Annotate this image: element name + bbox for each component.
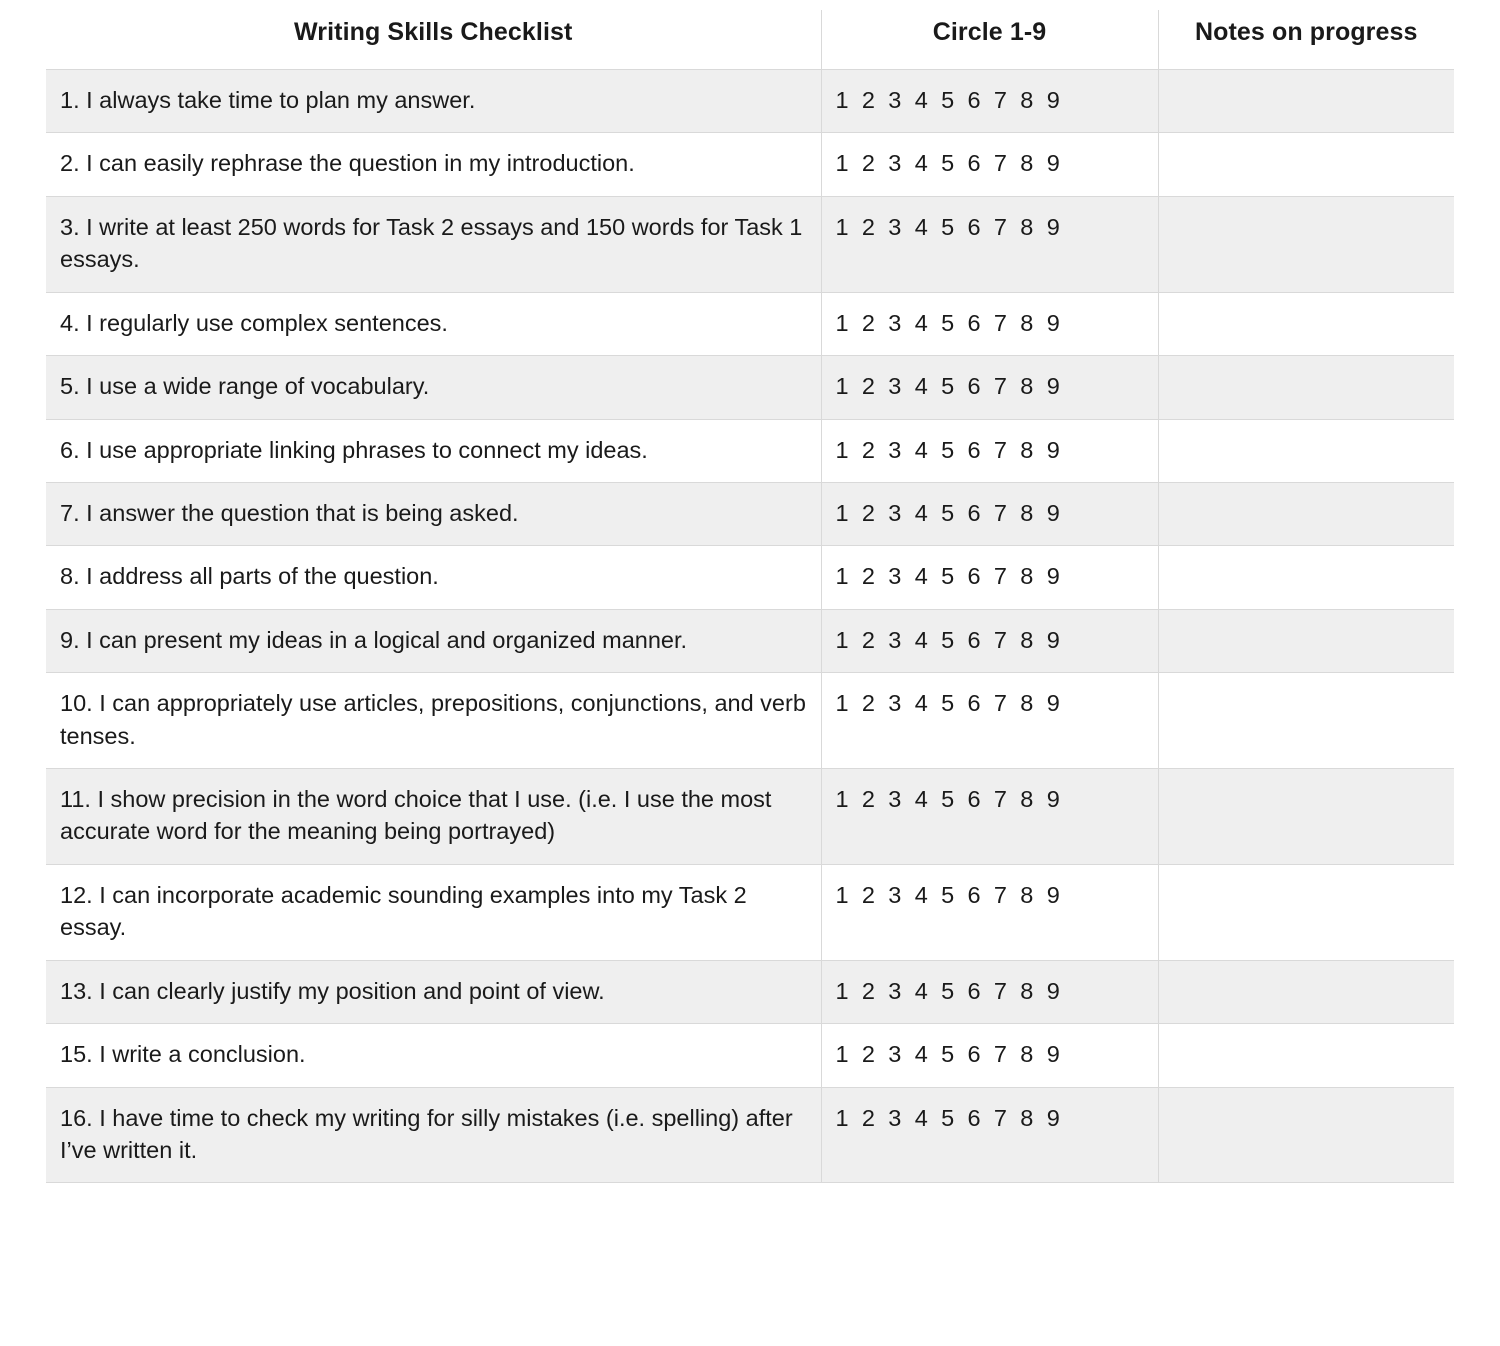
notes-field[interactable] [1158,196,1454,292]
skill-statement: 9. I can present my ideas in a logical and organized manner. [46,609,821,672]
rating-scale[interactable]: 1 2 3 4 5 6 7 8 9 [821,70,1158,133]
rating-scale[interactable]: 1 2 3 4 5 6 7 8 9 [821,960,1158,1023]
table-row [46,546,1454,609]
rating-scale[interactable]: 1 2 3 4 5 6 7 8 9 [821,864,1158,960]
rating-scale[interactable]: 1 2 3 4 5 6 7 8 9 [821,546,1158,609]
rating-scale[interactable]: 1 2 3 4 5 6 7 8 9 [821,133,1158,196]
notes-field[interactable] [1158,292,1454,355]
notes-field[interactable] [1158,673,1454,769]
notes-field[interactable] [1158,419,1454,482]
table-row [46,960,1454,1023]
skill-statement: 1. I always take time to plan my answer. [46,70,821,133]
header-row [46,10,1454,70]
table-row [46,1087,1454,1183]
skill-statement: 3. I write at least 250 words for Task 2 essays and 150 words for Task 1 essays. [46,196,821,292]
column-header-notes: Notes on progress [1158,10,1454,70]
skill-statement: 10. I can appropriately use articles, prepositions, conjunctions, and verb tenses. [46,673,821,769]
rating-scale[interactable]: 1 2 3 4 5 6 7 8 9 [821,356,1158,419]
rating-scale[interactable]: 1 2 3 4 5 6 7 8 9 [821,196,1158,292]
writing-skills-checklist-table [46,10,1454,1183]
table-body [46,70,1454,1183]
table-row [46,609,1454,672]
rating-scale[interactable]: 1 2 3 4 5 6 7 8 9 [821,482,1158,545]
skill-statement: 7. I answer the question that is being asked. [46,482,821,545]
rating-scale[interactable]: 1 2 3 4 5 6 7 8 9 [821,673,1158,769]
table-row [46,1024,1454,1087]
rating-scale[interactable]: 1 2 3 4 5 6 7 8 9 [821,292,1158,355]
skill-statement: 11. I show precision in the word choice that I use. (i.e. I use the most accurate word for the meaning being portrayed) [46,769,821,865]
skill-statement: 15. I write a conclusion. [46,1024,821,1087]
table-row [46,419,1454,482]
table-row [46,769,1454,865]
rating-scale[interactable]: 1 2 3 4 5 6 7 8 9 [821,769,1158,865]
rating-scale[interactable]: 1 2 3 4 5 6 7 8 9 [821,1024,1158,1087]
skill-statement: 13. I can clearly justify my position and point of view. [46,960,821,1023]
table-row [46,70,1454,133]
skill-statement: 4. I regularly use complex sentences. [46,292,821,355]
notes-field[interactable] [1158,960,1454,1023]
skill-statement: 8. I address all parts of the question. [46,546,821,609]
table-row [46,864,1454,960]
column-header-skill: Writing Skills Checklist [46,10,821,70]
notes-field[interactable] [1158,609,1454,672]
rating-scale[interactable]: 1 2 3 4 5 6 7 8 9 [821,1087,1158,1183]
skill-statement: 16. I have time to check my writing for silly mistakes (i.e. spelling) after I’ve written it. [46,1087,821,1183]
notes-field[interactable] [1158,546,1454,609]
rating-scale[interactable]: 1 2 3 4 5 6 7 8 9 [821,419,1158,482]
skill-statement: 6. I use appropriate linking phrases to connect my ideas. [46,419,821,482]
rating-scale[interactable]: 1 2 3 4 5 6 7 8 9 [821,609,1158,672]
skill-statement: 5. I use a wide range of vocabulary. [46,356,821,419]
notes-field[interactable] [1158,769,1454,865]
notes-field[interactable] [1158,1024,1454,1087]
notes-field[interactable] [1158,133,1454,196]
notes-field[interactable] [1158,482,1454,545]
column-header-scale: Circle 1-9 [821,10,1158,70]
table-row [46,292,1454,355]
notes-field[interactable] [1158,864,1454,960]
table-row [46,482,1454,545]
skill-statement: 2. I can easily rephrase the question in my introduction. [46,133,821,196]
notes-field[interactable] [1158,1087,1454,1183]
table-row [46,133,1454,196]
table-header [46,10,1454,70]
skill-statement: 12. I can incorporate academic sounding examples into my Task 2 essay. [46,864,821,960]
notes-field[interactable] [1158,70,1454,133]
table-row [46,356,1454,419]
table-row [46,196,1454,292]
table-row [46,673,1454,769]
notes-field[interactable] [1158,356,1454,419]
